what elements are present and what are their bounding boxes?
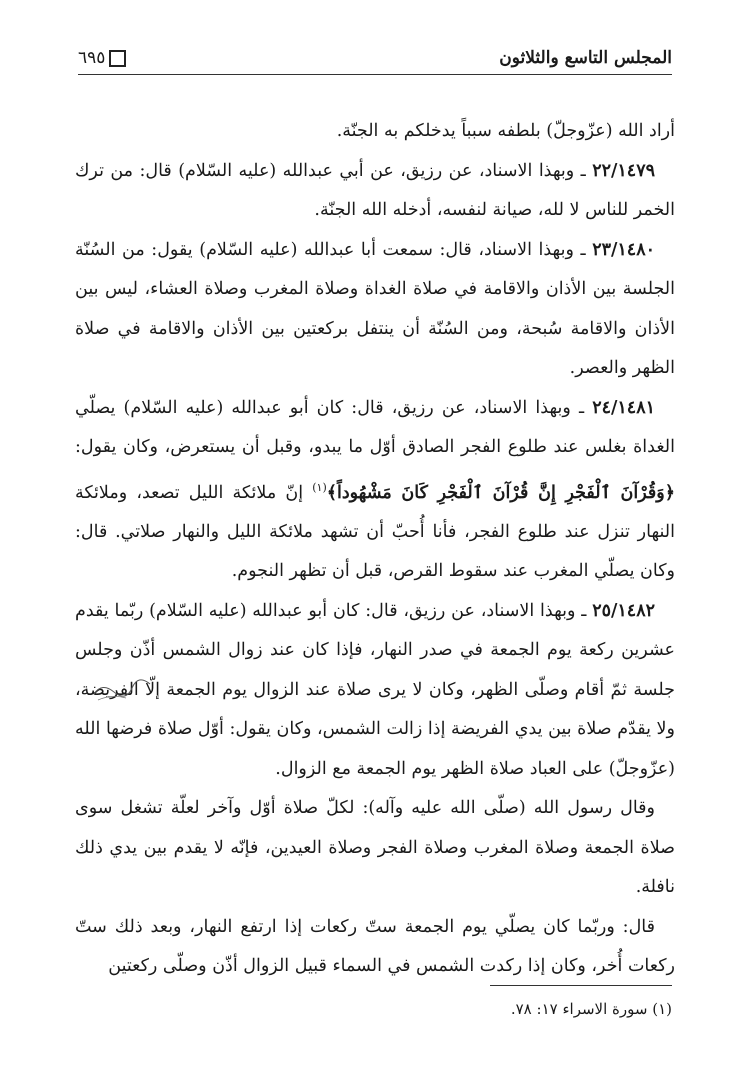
hadith-number: ٢٣/١٤٨٠ [592, 239, 655, 260]
hadith-1480 [75, 231, 675, 389]
page-number: ٦٩٥ [78, 48, 106, 68]
footnote-rule [490, 985, 672, 986]
hadith-text: ـ وبهذا الاسناد، عن رزيق، قال: كان أبو عبدالله (عليه السّلام) يصلّي الغداة بغلس عند طلوع الفجر الصادق أوّل ما يبدو، وقبل أن يستعرض، وكان يقول: [75, 397, 675, 457]
hadith-text: ـ وبهذا الاسناد، عن رزيق، قال: كان أبو عبدالله (عليه السّلام) ربّما يقدم عشرين ركعة يوم الجمعة في صدر النهار، فإذا كان عند زوال الشمس أذّن وجلس جلسة ثمّ أقام وصلّى الظهر، وكان لا يرى صلاة عند الزوال يوم الجمعة إلّا الفريضة، ولا يقدّم صلاة بين يدي الفريضة إذا زالت الشمس، وكان يقول: أوّل صلاة فرضها الله (عزّوجلّ) على العباد صلاة الظهر يوم الجمعة مع الزوال. [75, 600, 675, 779]
paragraph-text: قال: وربّما كان يصلّي يوم الجمعة ستّ ركعات إذا ارتفع النهار، وبعد ذلك ستّ ركعات أُخر، وكان إذا ركدت الشمس في السماء قبيل الزوال أذّن وصلّى ركعتين [75, 916, 675, 977]
paragraph-intro-continuation [75, 112, 675, 152]
paragraph-text: وقال رسول الله (صلّى الله عليه وآله): لكلّ صلاة أوّل وآخر لعلّة تشغل سوى صلاة الجمعة وصلاة المغرب وصلاة الفجر وصلاة العيدين، فإنّه لا يقدم بين يدي ذلك نافلة. [75, 798, 675, 898]
hadith-number: ٢٤/١٤٨١ [592, 397, 655, 418]
quran-quote: ﴿وَقُرْآنَ ٱلْفَجْرِ إِنَّ قُرْآنَ ٱلْفَجْرِ كَانَ مَشْهُوداً﴾ [326, 482, 675, 503]
footnote-marker[interactable]: (١) [312, 480, 327, 494]
page-header [78, 44, 672, 74]
paragraph-text: أراد الله (عزّوجلّ) بلطفه سبباً يدخلكم به الجنّة. [336, 121, 675, 141]
hadith-number: ٢٥/١٤٨٢ [592, 600, 655, 621]
hadith-1482 [75, 592, 675, 790]
hadith-1481 [75, 389, 675, 592]
page-body [75, 112, 675, 987]
hadith-text: ـ وبهذا الاسناد، عن رزيق، عن أبي عبدالله (عليه السّلام) قال: من ترك الخمر للناس لا لله، صيانة لنفسه، أدخله الله الجنّة. [75, 160, 675, 220]
page-number-area [78, 48, 126, 68]
margin-scribble-icon [92, 676, 152, 706]
footnote: (١) سورة الاسراء ١٧: ٧٨. [510, 1000, 672, 1018]
hadith-1479 [75, 152, 675, 231]
square-ornament-icon [109, 50, 126, 67]
hadith-text: ـ وبهذا الاسناد، قال: سمعت أبا عبدالله (عليه السّلام) يقول: من السُنّة الجلسة بين الأذان والاقامة في صلاة الغداة وصلاة المغرب وصلاة العشاء، ليس بين الأذان والاقامة سُبحة، ومن السُنّة أن ينتفل بركعتين بين الأذان والاقامة في صلاة الظهر والعصر. [75, 239, 675, 378]
chapter-title: المجلس التاسع والثلاثون [499, 48, 672, 68]
hadith-text-after: إنّ ملائكة الليل تصعد، وملائكة النهار تنزل عند طلوع الفجر، فأنا أُحبّ أن تشهد ملائكة الليل والنهار صلاتي. قال: وكان يصلّي المغرب عند سقوط القرص، قبل أن تظهر النجوم. [75, 482, 675, 582]
header-rule [78, 74, 672, 75]
hadith-number: ٢٢/١٤٧٩ [592, 160, 655, 181]
paragraph-friday-prayers [75, 908, 675, 987]
paragraph-prophet-saying [75, 789, 675, 908]
